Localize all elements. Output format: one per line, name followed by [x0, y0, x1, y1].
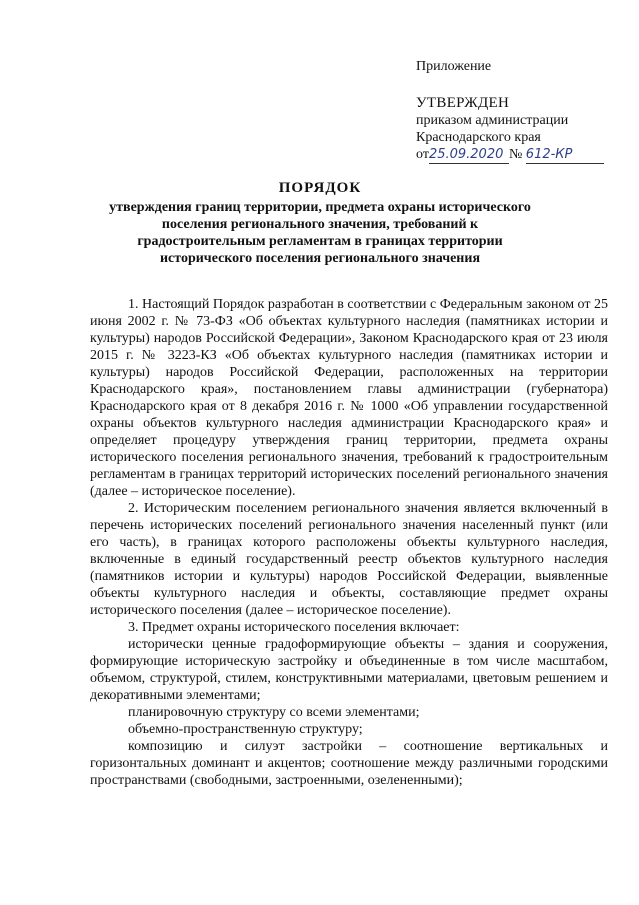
list-item: композицию и силуэт застройки – соотношение вертикальных и горизонтальных доминант и акцентов; соотношение между различными городскими пространствами (свободными, застроенными, озелененными);	[90, 739, 608, 788]
paragraph-3: 3. Предмет охраны исторического поселения включает:	[128, 620, 460, 635]
paragraph-2: 2. Историческим поселением регионального значения является включенный в перечень исторических поселений регионального значения населенный пункт (или его часть), в границах которого расположены объекты культурного наследия, включенные в единый государственный реестр объектов культурного наследия (памятников истории и культуры) народов Российской Федерации, выявленные объекты культурного наследия и объекты, составляющие предмет охраны исторического поселения (далее – историческое поселение).	[90, 501, 608, 618]
list-item: планировочную структуру со всеми элементами;	[128, 705, 420, 720]
from-label: от	[416, 147, 429, 162]
document-title	[100, 180, 540, 267]
handwritten-number: 612-КР	[526, 146, 604, 164]
list-item: объемно-пространственную структуру;	[128, 722, 363, 737]
list-item: исторически ценные градоформирующие объекты – здания и сооружения, формирующие историческую застройку и объединенные в том числе масштабом, объемом, структурой, стилем, конструктивными материалами, цветовым решением и декоративными элементами;	[90, 637, 608, 703]
title-subtitle: утверждения границ территории, предмета охраны исторического поселения регионального значения, требований к градостроительным регламентам в границах территории исторического поселения регионального значения	[109, 200, 531, 266]
appendix-label: Приложение	[416, 59, 492, 74]
number-label: №	[508, 147, 523, 162]
document-body	[90, 296, 608, 789]
title-heading: ПОРЯДОК	[278, 180, 362, 196]
approval-stamp-block	[416, 58, 604, 164]
approved-label: УТВЕРЖДЕН	[416, 95, 510, 111]
approval-line-1: приказом администрации	[416, 113, 569, 128]
approval-date-line	[416, 146, 604, 164]
paragraph-1: 1. Настоящий Порядок разработан в соответствии с Федеральным законом от 25 июня 2002 г. № 73-ФЗ «Об объектах культурного наследия (памятниках истории и культуры) народов Российской Федерации», Законом Краснодарского края от 23 июля 2015 г. № 3223-КЗ «Об объектах культурного наследия (памятниках истории и культуры) народов Российской Федерации, расположенных на территории Краснодарского края», постановлением главы администрации (губернатора) Краснодарского края от 8 декабря 2016 г. № 1000 «Об управлении государственной охраны объектов культурного наследия администрации Краснодарского края» и определяет процедуру утверждения границ территории, предмета охраны исторического поселения регионального значения, требований к градостроительным регламентам в границах территорий исторических поселений регионального значения (далее – историческое поселение).	[90, 297, 608, 499]
approval-line-2: Краснодарского края	[416, 130, 541, 145]
handwritten-date: 25.09.2020	[429, 146, 509, 164]
